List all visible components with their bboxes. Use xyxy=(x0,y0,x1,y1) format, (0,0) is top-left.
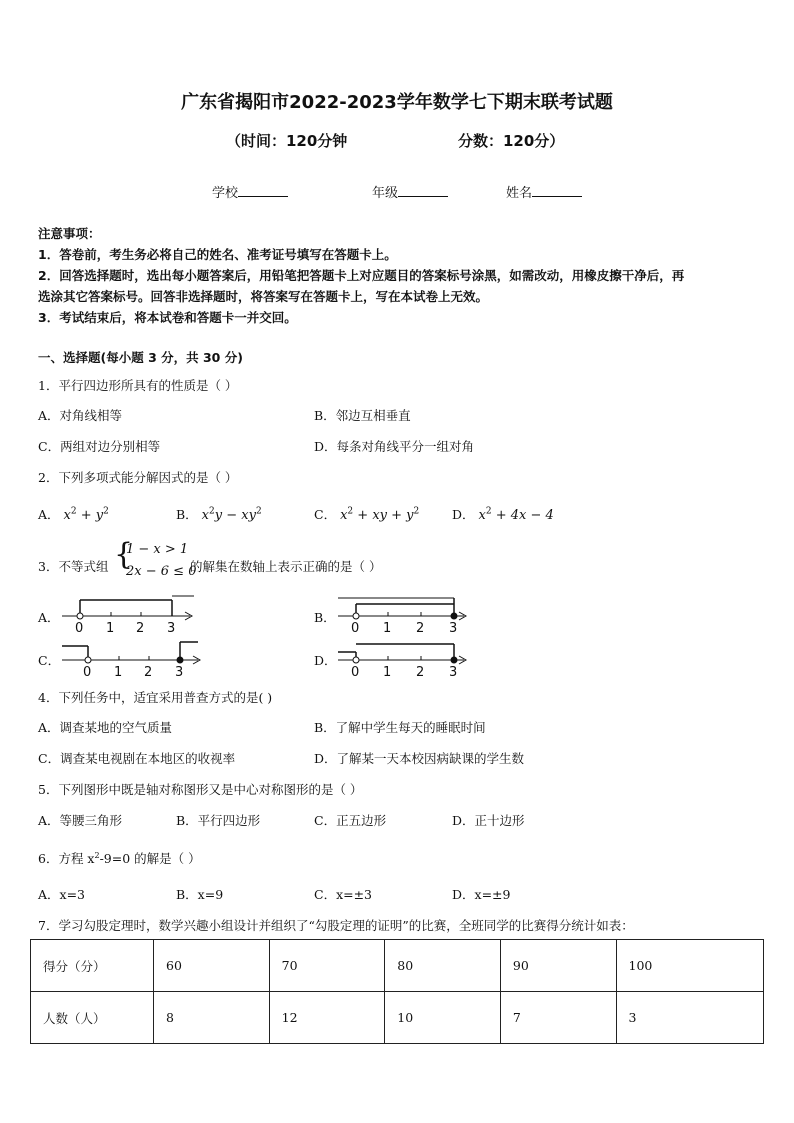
exam-time: （时间：120分钟 xyxy=(226,132,348,150)
name-label: 姓名 xyxy=(506,186,533,201)
q3-numberline-a xyxy=(60,594,200,636)
q3-stem-pre: 3．不等式组 xyxy=(38,559,109,574)
q6-option-d: D．x=±9 xyxy=(452,887,511,902)
q4-option-c: C．调查某电视剧在本地区的收视率 xyxy=(38,751,236,766)
q3-numberline-b xyxy=(336,594,471,636)
q6-option-c: C．x=±3 xyxy=(314,887,373,902)
q3-option-c-label: C． xyxy=(38,653,61,668)
q5-option-c: C．正五边形 xyxy=(314,813,387,828)
tick-label: 2 xyxy=(136,621,145,636)
closed-point xyxy=(451,657,457,663)
tick-label: 3 xyxy=(449,665,458,680)
q2-d-expression: $x^2 + 4x - 4$ xyxy=(478,506,554,523)
q6-stem: 6．方程 $x^2-9=0$ 的解是（ ） xyxy=(38,850,201,866)
tick-label: 0 xyxy=(83,665,92,680)
table-cell: 12 xyxy=(269,992,385,1044)
q2-option-a xyxy=(38,505,109,523)
q4-option-d: D．了解某一天本校因病缺课的学生数 xyxy=(314,751,525,766)
notes-item: 3．考试结束后，将本试卷和答题卡一并交回。 xyxy=(38,310,297,325)
notes-item: 2．回答选择题时，选出每小题答案后，用铅笔把答题卡上对应题目的答案标号涂黑，如需改动，用橡皮擦干净后，再 xyxy=(38,268,685,283)
q3-brace: { xyxy=(114,537,134,572)
tick-label: 0 xyxy=(75,621,84,636)
notes-heading: 注意事项： xyxy=(38,226,101,241)
q3-numberline-c xyxy=(60,638,205,680)
school-blank xyxy=(238,184,288,197)
name-field[interactable] xyxy=(506,182,582,201)
table-cell: 70 xyxy=(269,940,385,992)
q2-option-c xyxy=(314,505,419,523)
exam-title: 广东省揭阳市2022-2023学年数学七下期末联考试题 xyxy=(181,92,613,113)
tick-label: 1 xyxy=(383,665,392,680)
school-label: 学校 xyxy=(212,186,239,201)
q4-stem: 4．下列任务中，适宜采用普查方式的是( ) xyxy=(38,690,273,705)
q4-option-a: A．调查某地的空气质量 xyxy=(38,720,173,735)
q2-a-label: A． xyxy=(38,507,60,522)
tick-label: 3 xyxy=(167,621,176,636)
table-cell: 60 xyxy=(154,940,270,992)
q2-b-label: B． xyxy=(176,507,198,522)
open-point xyxy=(353,613,359,619)
grade-blank xyxy=(398,184,448,197)
q7-score-table xyxy=(30,939,764,1044)
q3-option-b-label: B． xyxy=(314,610,336,625)
q2-option-d xyxy=(452,505,554,523)
tick-label: 3 xyxy=(175,665,184,680)
name-blank xyxy=(532,184,582,197)
table-cell: 人数（人） xyxy=(31,992,154,1044)
q2-c-label: C． xyxy=(314,507,337,522)
q1-option-b: B．邻边互相垂直 xyxy=(314,408,411,423)
tick-label: 2 xyxy=(416,665,425,680)
tick-label: 3 xyxy=(449,621,458,636)
tick-label: 1 xyxy=(106,621,115,636)
q2-b-expression: $x^2y - xy^2$ xyxy=(201,506,262,523)
q2-a-expression: $x^2 + y^2$ xyxy=(63,506,109,523)
table-cell: 90 xyxy=(500,940,616,992)
open-point xyxy=(353,657,359,663)
table-cell: 7 xyxy=(500,992,616,1044)
q3-stem-post: 的解集在数轴上表示正确的是（ ） xyxy=(190,559,382,574)
exam-score: 分数：120分） xyxy=(458,132,565,150)
tick-label: 0 xyxy=(351,621,360,636)
grade-field[interactable] xyxy=(372,182,448,201)
notes-item: 选涂其它答案标号。回答非选择题时，将答案写在答题卡上，写在本试卷上无效。 xyxy=(38,289,489,304)
q1-option-a: A．对角线相等 xyxy=(38,408,123,423)
q1-option-d: D．每条对角线平分一组对角 xyxy=(314,439,475,454)
open-point xyxy=(85,657,91,663)
grade-label: 年级 xyxy=(372,186,399,201)
q3-inequality-1: 1 − x > 1 xyxy=(126,542,189,557)
q4-option-b: B．了解中学生每天的睡眠时间 xyxy=(314,720,486,735)
tick-label: 2 xyxy=(144,665,153,680)
q1-stem: 1．平行四边形所具有的性质是（ ） xyxy=(38,378,238,393)
q3-inequality-2: 2x − 6 ≤ 0 xyxy=(126,564,197,579)
q5-option-b: B．平行四边形 xyxy=(176,813,261,828)
section-heading: 一、选择题(每小题 3 分，共 30 分) xyxy=(38,350,243,365)
q5-option-d: D．正十边形 xyxy=(452,813,525,828)
table-cell: 3 xyxy=(616,992,764,1044)
tick-label: 1 xyxy=(114,665,123,680)
tick-label: 0 xyxy=(351,665,360,680)
table-cell: 100 xyxy=(616,940,764,992)
tick-label: 2 xyxy=(416,621,425,636)
tick-label: 1 xyxy=(383,621,392,636)
closed-point xyxy=(177,657,183,663)
table-cell: 8 xyxy=(154,992,270,1044)
q6-option-b: B．x=9 xyxy=(176,887,224,902)
q3-option-d-label: D． xyxy=(314,653,337,668)
q5-option-a: A．等腰三角形 xyxy=(38,813,123,828)
q2-c-expression: $x^2$ + xy + $y^2$ xyxy=(340,506,420,523)
q2-d-label: D． xyxy=(452,507,475,522)
notes-item: 1．答卷前，考生务必将自己的姓名、准考证号填写在答题卡上。 xyxy=(38,247,397,262)
q2-option-b xyxy=(176,505,262,523)
q2-stem: 2．下列多项式能分解因式的是（ ） xyxy=(38,470,238,485)
closed-point xyxy=(451,613,457,619)
q6-option-a: A．x=3 xyxy=(38,887,86,902)
table-row xyxy=(31,940,764,992)
q5-stem: 5．下列图形中既是轴对称图形又是中心对称图形的是（ ） xyxy=(38,782,363,797)
table-cell: 10 xyxy=(385,992,501,1044)
q3-numberline-d xyxy=(336,638,471,680)
table-cell: 80 xyxy=(385,940,501,992)
q7-stem: 7．学习勾股定理时，数学兴趣小组设计并组织了“勾股定理的证明”的比赛，全班同学的比赛得分统计如表： xyxy=(38,918,634,933)
table-row xyxy=(31,992,764,1044)
school-field[interactable] xyxy=(212,182,288,201)
table-cell: 得分（分） xyxy=(31,940,154,992)
q1-option-c: C．两组对边分别相等 xyxy=(38,439,161,454)
open-point xyxy=(77,613,83,619)
q3-option-a-label: A． xyxy=(38,610,60,625)
